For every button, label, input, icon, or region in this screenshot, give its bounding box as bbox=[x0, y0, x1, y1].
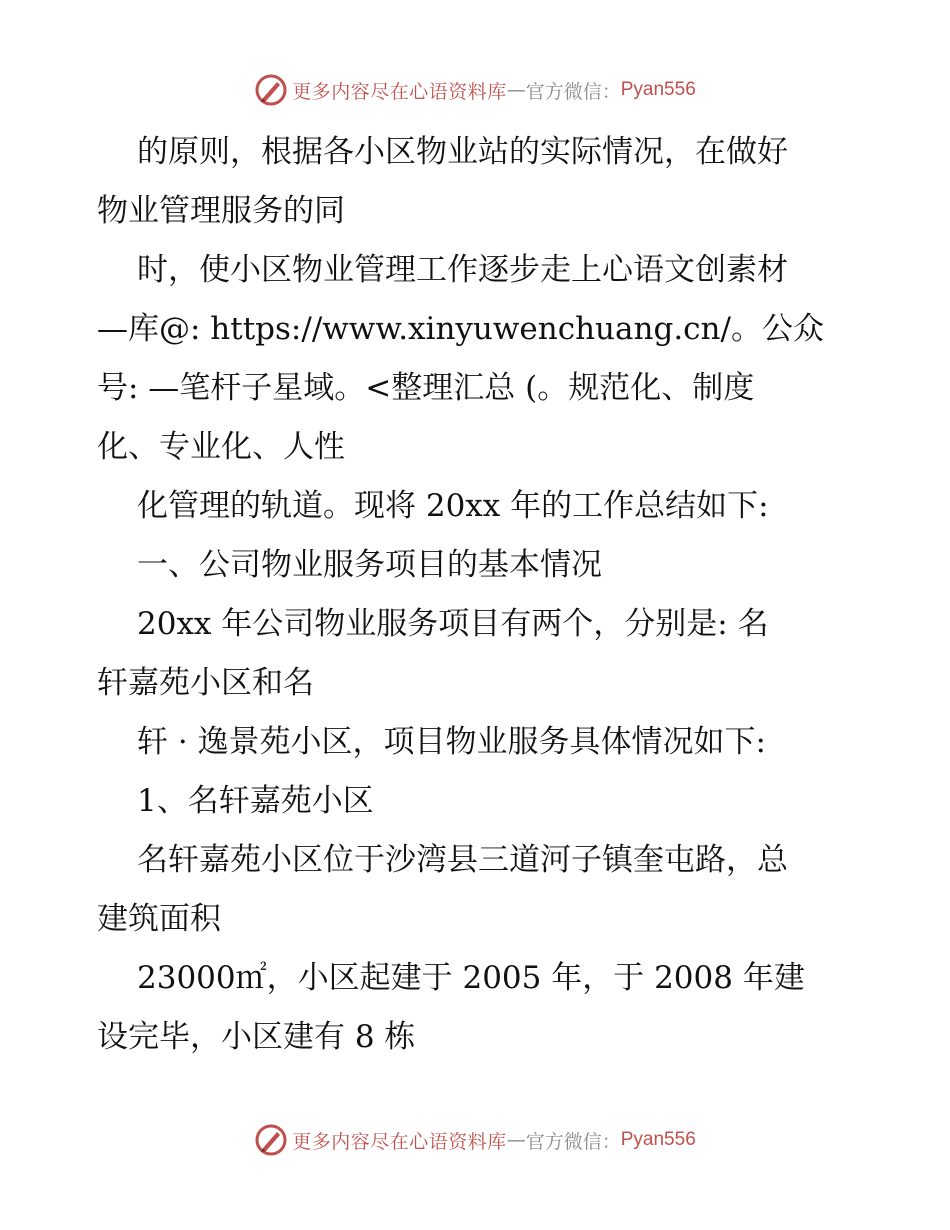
text-line: 建筑面积 bbox=[97, 901, 221, 937]
watermark-dash: — bbox=[506, 1129, 526, 1151]
watermark-id: Pyan556 bbox=[620, 1129, 696, 1150]
watermark-id: Pyan556 bbox=[620, 79, 696, 100]
text-line: 20xx 年公司物业服务项目有两个，分别是: 名 bbox=[137, 606, 769, 642]
text-line: 化、专业化、人性 bbox=[97, 429, 345, 465]
text-line: 轩嘉苑小区和名 bbox=[97, 665, 314, 701]
text-line: 轩 · 逸景苑小区，项目物业服务具体情况如下: bbox=[137, 724, 767, 760]
text-line: 的原则，根据各小区物业站的实际情况，在做好 bbox=[137, 134, 788, 170]
watermark-label: 官方微信： bbox=[525, 80, 621, 103]
text-line: 化管理的轨道。现将 20xx 年的工作总结如下: bbox=[137, 488, 769, 524]
text-line: —库@: https://www.xinyuwenchuang.cn/。公众 bbox=[97, 311, 824, 347]
text-line: 号: —笔杆子星域。<整理汇总 (。规范化、制度 bbox=[97, 370, 755, 406]
text-line: 23000㎡，小区起建于 2005 年，于 2008 年建 bbox=[137, 960, 805, 996]
header-watermark bbox=[0, 70, 950, 110]
subsection-heading: 1、名轩嘉苑小区 bbox=[137, 783, 374, 819]
text-line: 物业管理服务的同 bbox=[97, 193, 345, 229]
pen-logo-icon bbox=[254, 1123, 288, 1157]
watermark-dash: — bbox=[506, 79, 526, 101]
watermark-title: 更多内容尽在心语资料库 bbox=[292, 80, 507, 103]
text-line: 名轩嘉苑小区位于沙湾县三道河子镇奎屯路，总 bbox=[137, 842, 788, 878]
text-line: 时，使小区物业管理工作逐步走上心语文创素材 bbox=[137, 252, 788, 288]
footer-watermark bbox=[0, 1120, 950, 1160]
document-body bbox=[97, 123, 857, 1067]
watermark-title: 更多内容尽在心语资料库 bbox=[292, 1130, 507, 1153]
section-heading: 一、公司物业服务项目的基本情况 bbox=[137, 547, 602, 583]
pen-logo-icon bbox=[254, 73, 288, 107]
text-line: 设完毕，小区建有 8 栋 bbox=[97, 1019, 416, 1055]
watermark-label: 官方微信： bbox=[525, 1130, 621, 1153]
